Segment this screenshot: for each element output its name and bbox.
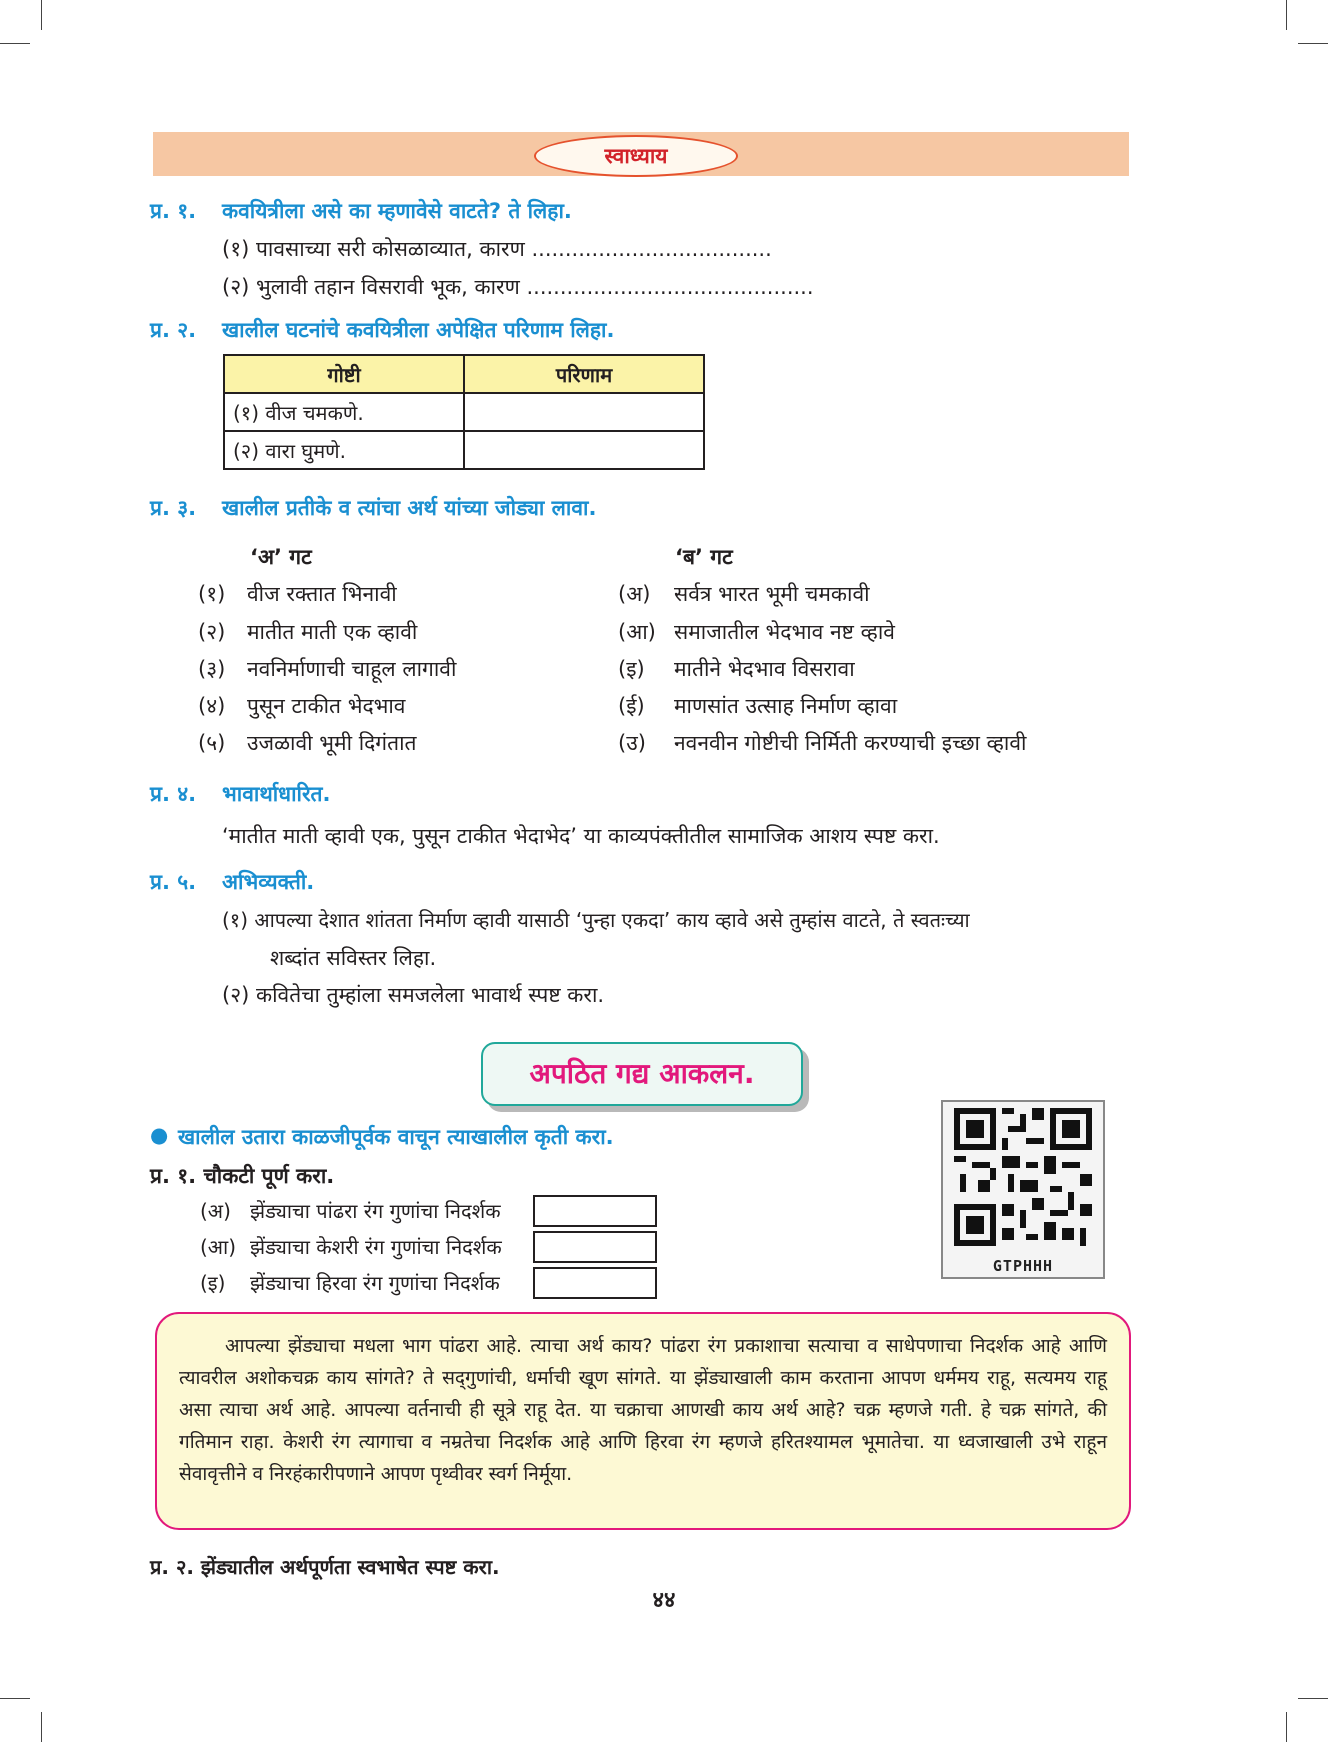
header-title: स्वाध्याय xyxy=(534,135,738,177)
table-cell-answer[interactable] xyxy=(464,393,704,431)
answer-box[interactable] xyxy=(533,1195,657,1227)
table-cell-answer[interactable] xyxy=(464,431,704,469)
col-a-item: उजळावी भूमी दिगंतात xyxy=(247,731,417,755)
p1-num: (अ) xyxy=(200,1199,231,1223)
qr-code-icon xyxy=(943,1102,1103,1252)
p1-label: प्र. १. चौकटी पूर्ण करा. xyxy=(150,1164,335,1188)
q2-text: खालील घटनांचे कवयित्रीला अपेक्षित परिणाम लिहा. xyxy=(222,318,615,342)
crop-mark xyxy=(1298,1698,1328,1699)
p1-num: (आ) xyxy=(200,1235,237,1259)
table-header-cell: गोष्टी xyxy=(224,355,464,393)
p1-item: झेंड्याचा पांढरा रंग गुणांचा निदर्शक xyxy=(250,1199,501,1223)
table-row xyxy=(224,431,704,469)
answer-box[interactable] xyxy=(533,1267,657,1299)
col-b-item: सर्वत्र भारत भूमी चमकावी xyxy=(674,582,870,606)
crop-mark xyxy=(0,1698,30,1699)
col-a-num: (४) xyxy=(198,694,226,718)
q1-item-1: (१) पावसाच्या सरी कोसळाव्यात, कारण .................................... xyxy=(222,237,772,261)
col-a-num: (३) xyxy=(198,657,226,681)
q4-label: प्र. ४. xyxy=(150,782,197,806)
q5-text: अभिव्यक्ती. xyxy=(222,870,315,894)
p1-item: झेंड्याचा केशरी रंग गुणांचा निदर्शक xyxy=(250,1235,502,1259)
passage-text: आपल्या झेंड्याचा मधला भाग पांढरा आहे. त्याचा अर्थ काय? पांढरा रंग प्रकाशाचा सत्याचा व साधेपणाचा निदर्शक आहे आणि त्यावरील अशोकचक्र काय सांगते? ते सद्‌गुणांची, धर्माची खूण सांगते. या झेंड्याखाली काम करताना आपण धर्ममय राहू, सत्यमय राहू असा त्याचा अर्थ आहे. आपल्या वर्तनाची ही सूत्रे राहू देत. या चक्राचा आणखी काय अर्थ आहे? चक्र म्हणजे गती. हे चक्र सांगते, की गतिमान राहा. केशरी रंग त्यागाचा व नम्रतेचा निदर्शक आहे आणि हिरवा रंग म्हणजे हरितश्यामल भूमातेचा. या ध्वजाखाली उभे राहून सेवावृत्तीने व निरहंकारीपणाने आपण पृथ्वीवर स्वर्ग निर्मूया. xyxy=(179,1335,1107,1485)
col-b-item: समाजातील भेदभाव नष्ट व्हावे xyxy=(674,620,895,644)
col-b-num: (अ) xyxy=(618,582,651,606)
instruction: खालील उतारा काळजीपूर्वक वाचून त्याखालील कृती करा. xyxy=(178,1125,614,1149)
col-a-item: पुसून टाकीत भेदभाव xyxy=(247,694,406,718)
table-cell: (१) वीज चमकणे. xyxy=(224,393,464,431)
col-a-item: मातीत माती एक व्हावी xyxy=(247,620,418,644)
crop-mark xyxy=(41,1712,42,1742)
crop-mark xyxy=(0,43,30,44)
p1-num: (इ) xyxy=(200,1271,226,1295)
table-header-cell: परिणाम xyxy=(464,355,704,393)
col-b-item: माणसांत उत्साह निर्माण व्हावा xyxy=(674,694,898,718)
col-b-title: ‘ब’ गट xyxy=(675,545,733,569)
section-title: अपठित गद्य आकलन. xyxy=(481,1042,803,1106)
qr-caption: GTPHHH xyxy=(992,1257,1054,1275)
qr-code xyxy=(941,1100,1105,1279)
col-b-item: मातीने भेदभाव विसरावा xyxy=(674,657,855,681)
q5-item-2: (२) कवितेचा तुम्हांला समजलेला भावार्थ स्पष्ट करा. xyxy=(222,983,605,1007)
crop-mark xyxy=(41,0,42,30)
q2-table xyxy=(223,354,705,470)
col-a-num: (५) xyxy=(198,731,226,755)
crop-mark xyxy=(1298,43,1328,44)
q1-text: कवयित्रीला असे का म्हणावेसे वाटते? ते लिहा. xyxy=(222,199,572,223)
crop-mark xyxy=(1286,0,1287,30)
passage-box xyxy=(155,1312,1131,1530)
table-cell: (२) वारा घुमणे. xyxy=(224,431,464,469)
q5-item-1: (१) आपल्या देशात शांतता निर्माण व्हावी यासाठी ‘पुन्हा एकदा’ काय व्हावे असे तुम्हांस वाटते, ते स्वतःच्या xyxy=(222,908,970,932)
col-a-num: (१) xyxy=(198,582,226,606)
bullet-icon: ● xyxy=(150,1123,169,1147)
q4-text: भावार्थाधारित. xyxy=(222,782,331,806)
q5-item-1-cont: शब्दांत सविस्तर लिहा. xyxy=(270,946,437,970)
table-header-row xyxy=(224,355,704,393)
p1-item: झेंड्याचा हिरवा रंग गुणांचा निदर्शक xyxy=(250,1271,500,1295)
q2-label: प्र. २. xyxy=(150,318,197,342)
q5-label: प्र. ५. xyxy=(150,870,197,894)
q3-label: प्र. ३. xyxy=(150,496,197,520)
answer-box[interactable] xyxy=(533,1231,657,1263)
col-a-item: नवनिर्माणाची चाहूल लागावी xyxy=(247,657,457,681)
col-b-item: नवनवीन गोष्टीची निर्मिती करण्याची इच्छा व्हावी xyxy=(674,731,1027,755)
p2-label: प्र. २. झेंड्यातील अर्थपूर्णता स्वभाषेत स्पष्ट करा. xyxy=(150,1555,500,1579)
q1-label: प्र. १. xyxy=(150,199,197,223)
col-a-item: वीज रक्तात भिनावी xyxy=(247,582,397,606)
col-b-num: (उ) xyxy=(618,731,646,755)
table-row xyxy=(224,393,704,431)
q4-body: ‘मातीत माती व्हावी एक, पुसून टाकीत भेदाभेद’ या काव्यपंक्तीतील सामाजिक आशय स्पष्ट करा. xyxy=(222,824,940,848)
page-number: ४४ xyxy=(652,1588,676,1613)
col-b-num: (इ) xyxy=(618,657,645,681)
col-a-title: ‘अ’ गट xyxy=(250,545,312,569)
q1-item-2: (२) भुलावी तहान विसरावी भूक, कारण ........................................... xyxy=(222,275,814,299)
col-b-num: (आ) xyxy=(618,620,656,644)
crop-mark xyxy=(1286,1712,1287,1742)
col-b-num: (ई) xyxy=(618,694,645,718)
q3-text: खालील प्रतीके व त्यांचा अर्थ यांच्या जोड्या लावा. xyxy=(222,496,597,520)
col-a-num: (२) xyxy=(198,620,226,644)
